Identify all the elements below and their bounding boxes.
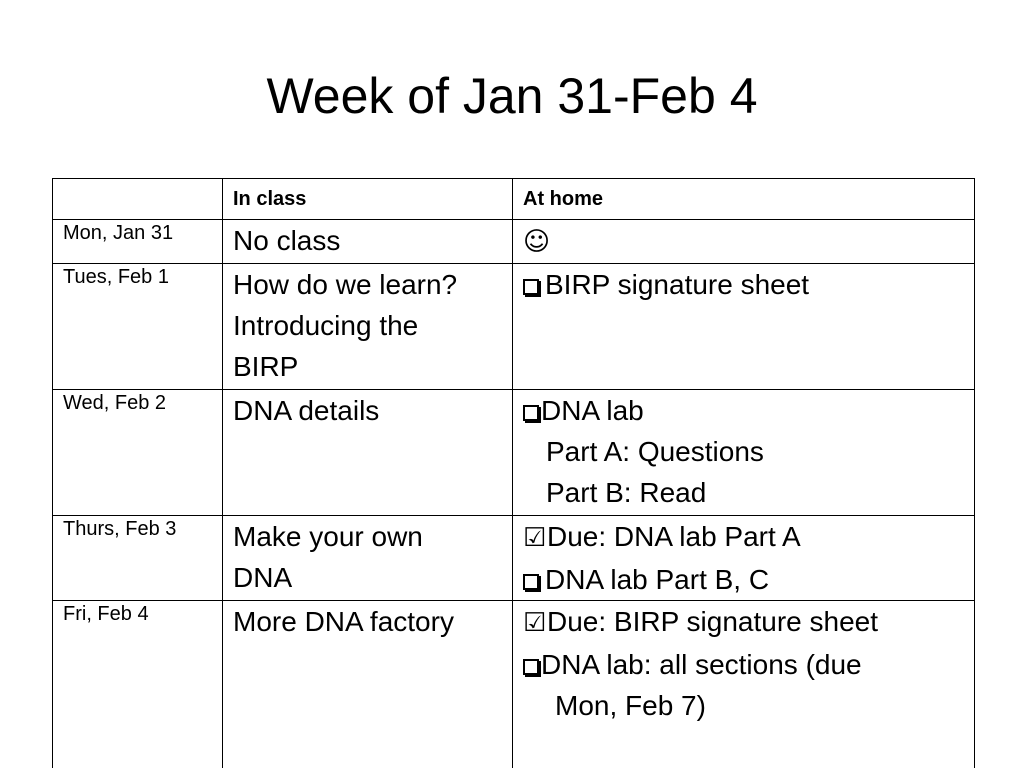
header-cell-at-home: At home	[513, 179, 975, 220]
in-class-line: How do we learn?	[233, 269, 458, 300]
in-class-cell	[223, 516, 513, 601]
day-cell: Wed, Feb 2	[53, 390, 223, 516]
in-class-line: BIRP	[233, 351, 299, 382]
list-item-text: BIRP signature sheet	[545, 269, 810, 300]
in-class-line: DNA	[233, 562, 293, 593]
smiley-icon: ☺	[523, 227, 551, 257]
in-class-cell: More DNA factory	[223, 601, 513, 768]
in-class-line: Introducing the	[233, 310, 419, 341]
checkbox-icon	[523, 405, 539, 421]
list-item-text: Due: DNA lab Part A	[547, 521, 801, 552]
list-item	[523, 644, 964, 685]
list-item	[523, 559, 964, 600]
list-subitem: Part A: Questions	[546, 436, 764, 467]
at-home-cell	[513, 390, 975, 516]
checkbox-icon	[523, 659, 539, 675]
day-cell: Fri, Feb 4	[53, 601, 223, 768]
table-row	[53, 516, 975, 601]
list-item	[523, 264, 964, 305]
checkbox-icon	[523, 574, 539, 590]
schedule-table	[52, 178, 975, 768]
checkbox-icon	[523, 279, 539, 295]
at-home-cell	[513, 516, 975, 601]
table-header-row	[53, 179, 975, 220]
list-item	[523, 516, 964, 559]
at-home-cell	[513, 220, 975, 264]
list-item	[523, 390, 964, 431]
list-item-continuation: Mon, Feb 7)	[555, 690, 706, 721]
list-item-text: DNA lab Part B, C	[545, 564, 770, 595]
in-class-cell: No class	[223, 220, 513, 264]
list-item	[523, 601, 964, 644]
at-home-cell	[513, 264, 975, 390]
day-cell: Tues, Feb 1	[53, 264, 223, 390]
day-cell: Thurs, Feb 3	[53, 516, 223, 601]
checked-box-icon: ☑	[523, 523, 547, 553]
table-row	[53, 264, 975, 390]
list-item-text: DNA lab: all sections (due	[541, 649, 862, 680]
list-subitem: Part B: Read	[546, 477, 707, 508]
header-cell-in-class: In class	[223, 179, 513, 220]
in-class-cell: DNA details	[223, 390, 513, 516]
checked-box-icon: ☑	[523, 608, 547, 638]
table-row	[53, 390, 975, 516]
header-cell-day	[53, 179, 223, 220]
at-home-cell	[513, 601, 975, 768]
day-cell: Mon, Jan 31	[53, 220, 223, 264]
in-class-cell	[223, 264, 513, 390]
page-title: Week of Jan 31-Feb 4	[266, 68, 758, 124]
in-class-line: Make your own	[233, 521, 423, 552]
list-item-text: DNA lab	[541, 395, 644, 426]
table-row	[53, 220, 975, 264]
list-item-text: Due: BIRP signature sheet	[547, 606, 879, 637]
table-row	[53, 601, 975, 768]
